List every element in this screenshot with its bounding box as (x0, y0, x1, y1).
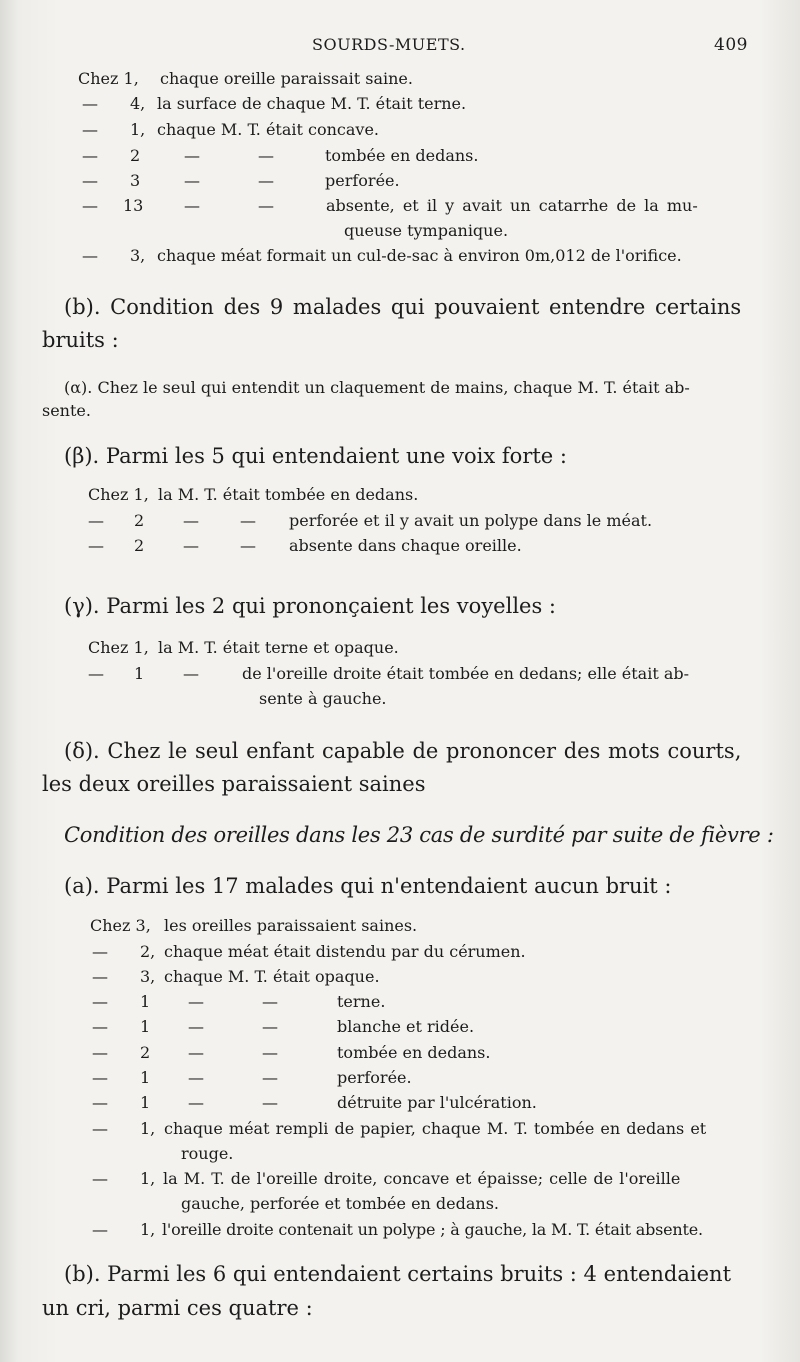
ditto-dash: — (262, 1093, 278, 1112)
list-item-count: 1, (130, 120, 146, 139)
list-item-text-continued: rouge. (181, 1144, 234, 1163)
list-item-count: Chez 1, (88, 638, 149, 657)
list-item-text: blanche et ridée. (337, 1017, 475, 1036)
ditto-dash: — (92, 967, 108, 986)
ditto-dash: — (92, 1169, 108, 1188)
ditto-dash: — (82, 196, 98, 215)
list-item-text: perforée et il y avait un polype dans le méat. (289, 511, 653, 530)
list-item-count: 2 (134, 511, 145, 530)
list-item-text: la M. T. était terne et opaque. (158, 638, 399, 657)
list-item-count: Chez 3, (90, 916, 151, 935)
ditto-dash: — (188, 1093, 204, 1112)
section-b2-heading: (b). Parmi les 6 qui entendaient certains bruits : 4 entendaient (64, 1262, 732, 1286)
list-item-text: chaque méat formait un cul-de-sac à environ 0m,012 de l'orifice. (157, 246, 682, 265)
fever-section-title: Condition des oreilles dans les 23 cas de surdité par suite de fièvre : (64, 823, 774, 847)
list-item-text-continued: sente à gauche. (259, 689, 387, 708)
list-item-count: 1, (140, 1169, 156, 1188)
ditto-dash: — (258, 196, 274, 215)
list-item-text: chaque méat était distendu par du cérumen. (164, 942, 526, 961)
ditto-dash: — (183, 664, 199, 683)
list-item-count: 1 (140, 1017, 151, 1036)
list-item-text: absente dans chaque oreille. (289, 536, 522, 555)
ditto-dash: — (188, 992, 204, 1011)
subsection-beta-heading: (β). Parmi les 5 qui entendaient une voix forte : (64, 444, 567, 468)
subsection-gamma-heading: (γ). Parmi les 2 qui prononçaient les voyelles : (64, 594, 556, 618)
ditto-dash: — (82, 120, 98, 139)
running-header: SOURDS-MUETS. (312, 35, 466, 54)
list-item-count: Chez 1, (78, 69, 139, 88)
ditto-dash: — (92, 992, 108, 1011)
ditto-dash: — (92, 1220, 108, 1239)
ditto-dash: — (262, 992, 278, 1011)
section-heading-continued: bruits : (42, 328, 119, 352)
subsection-delta-continued: les deux oreilles paraissaient saines (42, 772, 426, 796)
list-item-count: 1 (140, 1093, 151, 1112)
page-number: 409 (714, 35, 748, 55)
list-item-text: perforée. (325, 171, 400, 190)
ditto-dash: — (184, 171, 200, 190)
list-item-text: chaque oreille paraissait saine. (160, 69, 413, 88)
ditto-dash: — (258, 146, 274, 165)
list-item-text-continued: queuse tympanique. (344, 221, 509, 240)
list-item-text: terne. (337, 992, 386, 1011)
ditto-dash: — (184, 146, 200, 165)
list-item-text: chaque M. T. était concave. (157, 120, 380, 139)
list-item-text: de l'oreille droite était tombée en dedans; elle était ab- (242, 664, 690, 683)
ditto-dash: — (82, 246, 98, 265)
ditto-dash: — (82, 94, 98, 113)
ditto-dash: — (183, 511, 199, 530)
ditto-dash: — (82, 171, 98, 190)
section-heading: (b). Condition des 9 malades qui pouvaient entendre certains (64, 295, 742, 319)
ditto-dash: — (92, 1017, 108, 1036)
list-item-text: perforée. (337, 1068, 412, 1087)
list-item-text: tombée en dedans. (325, 146, 479, 165)
ditto-dash: — (240, 511, 256, 530)
ditto-dash: — (92, 1068, 108, 1087)
ditto-dash: — (92, 1093, 108, 1112)
list-item-text: chaque méat rempli de papier, chaque M. T. tombée en dedans et (164, 1119, 707, 1138)
ditto-dash: — (92, 1043, 108, 1062)
subsection-delta: (δ). Chez le seul enfant capable de prononcer des mots courts, (64, 739, 742, 763)
ditto-dash: — (240, 536, 256, 555)
list-item-count: 1 (140, 992, 151, 1011)
list-item-text: absente, et il y avait un catarrhe de la mu- (326, 196, 698, 215)
ditto-dash: — (188, 1017, 204, 1036)
list-item-text: chaque M. T. était opaque. (164, 967, 380, 986)
list-item-count: 3 (130, 171, 141, 190)
list-item-count: 1, (140, 1220, 156, 1239)
list-item-count: 3, (140, 967, 156, 986)
section-a-heading: (a). Parmi les 17 malades qui n'entendaient aucun bruit : (64, 874, 672, 898)
list-item-text: la surface de chaque M. T. était terne. (157, 94, 467, 113)
list-item-text: tombée en dedans. (337, 1043, 491, 1062)
list-item-text: la M. T. de l'oreille droite, concave et épaisse; celle de l'oreille (163, 1169, 681, 1188)
ditto-dash: — (92, 1119, 108, 1138)
list-item-count: 1 (134, 664, 145, 683)
ditto-dash: — (188, 1043, 204, 1062)
ditto-dash: — (262, 1043, 278, 1062)
ditto-dash: — (188, 1068, 204, 1087)
list-item-count: 3, (130, 246, 146, 265)
list-item-count: 2, (140, 942, 156, 961)
list-item-count: Chez 1, (88, 485, 149, 504)
list-item-text: la M. T. était tombée en dedans. (158, 485, 419, 504)
ditto-dash: — (88, 511, 104, 530)
ditto-dash: — (82, 146, 98, 165)
list-item-count: 2 (130, 146, 141, 165)
ditto-dash: — (184, 196, 200, 215)
ditto-dash: — (262, 1017, 278, 1036)
list-item-count: 13 (123, 196, 144, 215)
list-item-count: 2 (140, 1043, 151, 1062)
ditto-dash: — (88, 664, 104, 683)
list-item-text-continued: gauche, perforée et tombée en dedans. (181, 1194, 500, 1213)
subsection-alpha: (α). Chez le seul qui entendit un claquement de mains, chaque M. T. était ab- (64, 378, 690, 397)
ditto-dash: — (88, 536, 104, 555)
list-item-count: 4, (130, 94, 146, 113)
ditto-dash: — (183, 536, 199, 555)
list-item-text: détruite par l'ulcération. (337, 1093, 537, 1112)
list-item-count: 2 (134, 536, 145, 555)
section-b2-heading-continued: un cri, parmi ces quatre : (42, 1296, 313, 1320)
ditto-dash: — (92, 942, 108, 961)
list-item-count: 1, (140, 1119, 156, 1138)
ditto-dash: — (262, 1068, 278, 1087)
ditto-dash: — (258, 171, 274, 190)
list-item-text: l'oreille droite contenait un polype ; à gauche, la M. T. était absente. (162, 1220, 703, 1239)
list-item-text: les oreilles paraissaient saines. (164, 916, 418, 935)
subsection-alpha-continued: sente. (42, 401, 91, 420)
list-item-count: 1 (140, 1068, 151, 1087)
